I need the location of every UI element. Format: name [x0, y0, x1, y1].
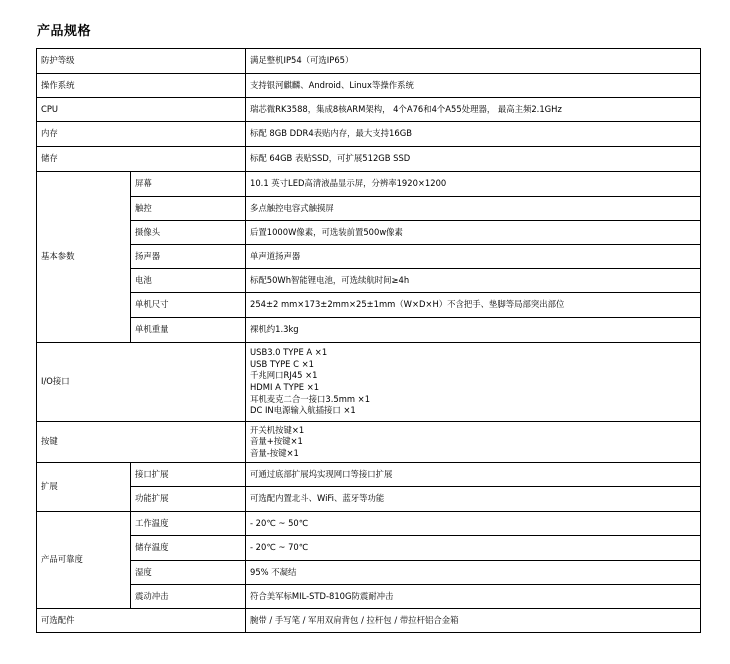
sub-value: 95% 不凝结 — [246, 561, 701, 585]
row-value: 瑞芯微RK3588，集成8核ARM架构， 4个A76和4个A55处理器， 最高主频2.1GHz — [246, 98, 701, 122]
table-row — [37, 536, 701, 561]
row-label: CPU — [37, 98, 246, 122]
sub-value: 后置1000W像素，可选装前置500w像素 — [246, 221, 701, 245]
sub-label: 单机尺寸 — [131, 293, 246, 318]
row-label: 可选配件 — [37, 609, 246, 633]
list-item: 开关机按键×1 — [250, 424, 305, 435]
row-label: 储存 — [37, 147, 246, 172]
group-label: 基本参数 — [37, 172, 131, 343]
list-item: USB3.0 TYPE A ×1 — [250, 347, 328, 358]
table-row — [37, 245, 701, 269]
group-label: 扩展 — [37, 463, 131, 512]
table-row — [37, 197, 701, 221]
list-item: 耳机麦克二合一接口3.5mm ×1 — [250, 393, 371, 404]
sub-value: 可选配内置北斗、WiFi、蓝牙等功能 — [246, 487, 701, 512]
sub-value: 254±2 mm×173±2mm×25±1mm（W×D×H）不含把手、垫脚等局部突出部位 — [246, 293, 701, 318]
sub-value: - 20℃ ~ 70℃ — [246, 536, 701, 561]
sub-value: 裸机约1.3kg — [246, 318, 701, 343]
io-list — [246, 343, 701, 422]
table-row — [37, 221, 701, 245]
list-item: 音量+按键×1 — [250, 436, 303, 447]
sub-value: 10.1 英寸LED高清液晶显示屏，分辨率1920×1200 — [246, 172, 701, 197]
sub-value: 单声道扬声器 — [246, 245, 701, 269]
sub-label: 功能扩展 — [131, 487, 246, 512]
table-row — [37, 293, 701, 318]
table-row — [37, 49, 701, 74]
sub-label: 电池 — [131, 269, 246, 293]
table-row — [37, 172, 701, 197]
list-item: 音量-按键×1 — [250, 447, 299, 458]
table-row — [37, 74, 701, 98]
row-value: 满足整机IP54（可选IP65） — [246, 49, 701, 74]
table-row — [37, 422, 701, 463]
spec-table — [36, 48, 701, 633]
table-row — [37, 98, 701, 122]
row-value: 标配 64GB 表贴SSD，可扩展512GB SSD — [246, 147, 701, 172]
sub-value: 符合美军标MIL-STD-810G防震耐冲击 — [246, 585, 701, 609]
sub-value: 标配50Wh智能锂电池，可选续航时间≥4h — [246, 269, 701, 293]
row-value: 支持银河麒麟、Android、Linux等操作系统 — [246, 74, 701, 98]
table-row — [37, 585, 701, 609]
group-label: 产品可靠度 — [37, 512, 131, 609]
table-row — [37, 122, 701, 147]
row-label: I/O接口 — [37, 343, 246, 422]
row-label: 操作系统 — [37, 74, 246, 98]
sub-label: 湿度 — [131, 561, 246, 585]
table-row — [37, 463, 701, 487]
sub-label: 摄像头 — [131, 221, 246, 245]
sub-label: 单机重量 — [131, 318, 246, 343]
page-title: 产品规格 — [37, 24, 92, 39]
row-value: 腕带 / 手写笔 / 军用双肩背包 / 拉杆包 / 带拉杆铝合金箱 — [246, 609, 701, 633]
table-row — [37, 561, 701, 585]
sub-label: 触控 — [131, 197, 246, 221]
sub-label: 工作温度 — [131, 512, 246, 536]
sub-value: 多点触控电容式触摸屏 — [246, 197, 701, 221]
table-row — [37, 147, 701, 172]
row-label: 防护等级 — [37, 49, 246, 74]
row-value: 标配 8GB DDR4表贴内存，最大支持16GB — [246, 122, 701, 147]
sub-label: 接口扩展 — [131, 463, 246, 487]
table-row — [37, 269, 701, 293]
list-item: HDMI A TYPE ×1 — [250, 382, 320, 392]
sub-value: 可通过底部扩展坞实现网口等接口扩展 — [246, 463, 701, 487]
sub-label: 储存温度 — [131, 536, 246, 561]
sub-label: 屏幕 — [131, 172, 246, 197]
list-item: DC IN电源输入航插接口 ×1 — [250, 405, 356, 416]
row-label: 按键 — [37, 422, 246, 463]
table-row — [37, 609, 701, 633]
table-row — [37, 487, 701, 512]
row-label: 内存 — [37, 122, 246, 147]
sub-label: 扬声器 — [131, 245, 246, 269]
list-item: 千兆网口RJ45 ×1 — [250, 370, 318, 381]
table-row — [37, 318, 701, 343]
sub-label: 震动冲击 — [131, 585, 246, 609]
sub-value: - 20℃ ~ 50℃ — [246, 512, 701, 536]
table-row — [37, 343, 701, 422]
list-item: USB TYPE C ×1 — [250, 358, 314, 369]
table-row — [37, 512, 701, 536]
keys-list — [246, 422, 701, 463]
